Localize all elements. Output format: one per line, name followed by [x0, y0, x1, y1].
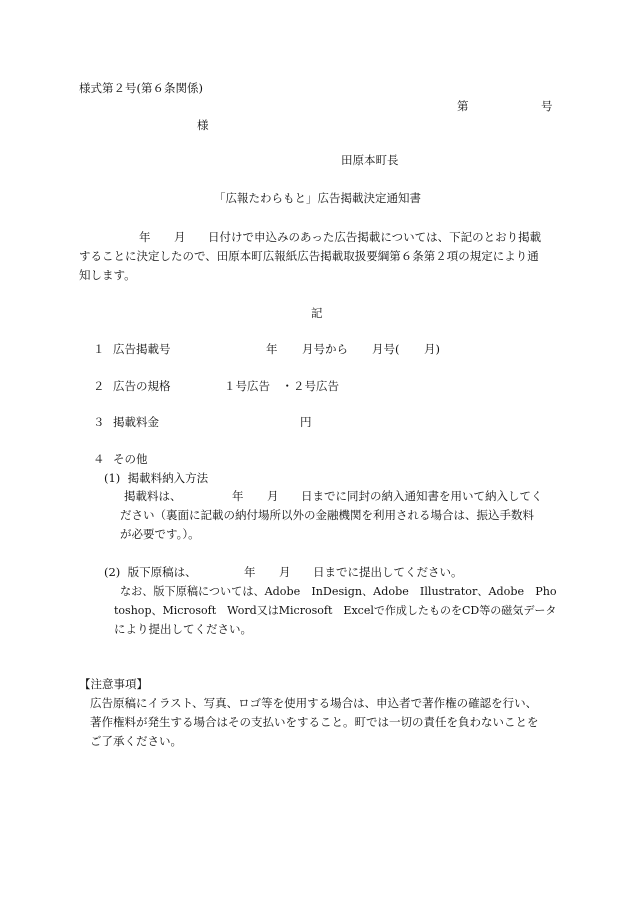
body-line2: することに決定したので、田原本町広報紙広告掲載取扱要綱第６条第２項の規定により通 [79, 249, 539, 263]
body-month: 月 [174, 230, 186, 244]
item3-unit: 円 [300, 415, 312, 429]
sub2-line3: toshop、Microsoft Word又はMicrosoft Excelで作成したものをCD等の磁気データ [114, 604, 557, 617]
ki-heading: 記 [311, 306, 323, 320]
sender-name: 田原本町長 [341, 153, 399, 167]
sub2-label: (2) 版下原稿は、 [104, 565, 197, 579]
sub2-rest: 日までに提出してください。 [313, 565, 463, 579]
sub2-year: 年 [244, 565, 256, 579]
item4-label: その他 [113, 452, 148, 466]
item1-year: 年 [266, 342, 278, 356]
item1-number: １ [93, 342, 105, 356]
notes-line1: 広告原稿にイラスト、写真、ロゴ等を使用する場合は、申込者で著作権の確認を行い、 [90, 696, 538, 710]
item2-value: １号広告 ・２号広告 [224, 379, 339, 393]
sub1-year: 年 [232, 489, 244, 503]
item4-number: ４ [93, 452, 105, 466]
item1-label: 広告掲載号 [113, 342, 171, 356]
notes-heading: 【注意事項】 [79, 677, 148, 691]
body-line1: 日付けで申込みのあった広告掲載については、下記のとおり掲載 [208, 230, 542, 244]
sub2-line2: なお、版下原稿については、Adobe InDesign、Adobe Illustrator、Adobe Pho [120, 585, 557, 598]
document-title: 「広報たわらもと」広告掲載決定通知書 [214, 191, 421, 205]
item1-end: 月) [424, 342, 440, 356]
notes-line2: 著作権料が発生する場合はその支払いをすること。町では一切の責任を負わないことを [90, 715, 539, 729]
doc-number-go: 号 [541, 99, 553, 113]
item1-from: 月号から [302, 342, 348, 356]
addressee-suffix: 様 [197, 118, 209, 132]
item3-label: 掲載料金 [113, 415, 159, 429]
item3-number: ３ [93, 415, 105, 429]
item1-to: 月号( [372, 342, 400, 356]
doc-number-dai: 第 [457, 99, 469, 113]
body-year: 年 [139, 230, 151, 244]
item2-label: 広告の規格 [113, 379, 171, 393]
sub1-label: (1) 掲載料納入方法 [104, 471, 209, 485]
sub2-line4: により提出してください。 [114, 622, 252, 636]
sub1-line2: ださい（裏面に記載の納付場所以外の金融機関を利用される場合は、振込手数料 [120, 508, 534, 522]
item2-number: ２ [93, 379, 105, 393]
sub1-text: 掲載料は、 [124, 489, 182, 503]
sub1-line3: が必要です。）。 [120, 527, 200, 541]
notes-line3: ご了承ください。 [90, 734, 182, 748]
form-number: 様式第２号(第６条関係) [79, 81, 203, 95]
sub1-month: 月 [267, 489, 279, 503]
sub1-rest: 日までに同封の納入通知書を用いて納入してく [301, 489, 543, 503]
sub2-month: 月 [279, 565, 291, 579]
body-line3: 知します。 [79, 268, 136, 282]
